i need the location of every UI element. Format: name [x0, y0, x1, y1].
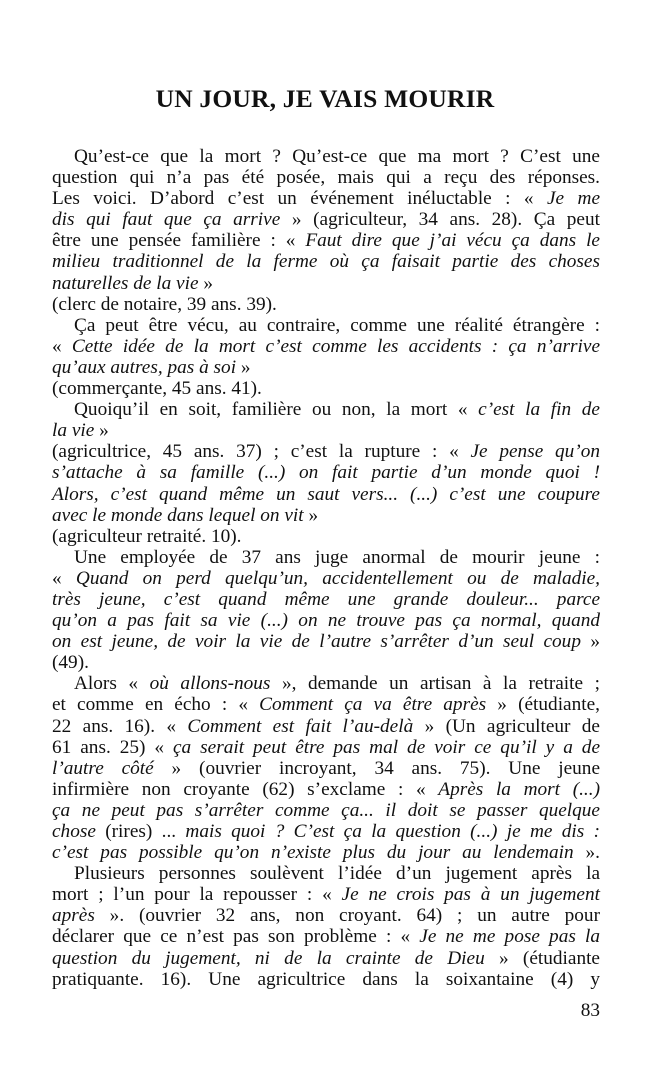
text-segment: (49).: [52, 652, 89, 674]
text-line: [52, 716, 600, 737]
text-line: [52, 948, 600, 969]
quote-segment: qu’on a pas fait sa vie (...) on ne trouve pas ça normal, quand: [52, 610, 600, 632]
text-segment: Ça peut être vécu, au contraire, comme une réalité étrangère :: [74, 314, 600, 336]
quote-segment: s’attache à sa famille (...) on fait partie d’un monde quoi !: [52, 462, 600, 484]
text-line: [52, 273, 600, 294]
quote-segment: Je pense qu’on: [470, 441, 601, 463]
text-line: [52, 441, 600, 462]
quote-segment: Comment ça va être après: [259, 694, 487, 716]
quote-segment: chose: [52, 821, 96, 842]
text-line: [52, 526, 600, 547]
text-segment: » (étudiante: [484, 947, 600, 969]
text-line: [52, 568, 600, 589]
text-line: [52, 209, 600, 230]
text-line: [52, 884, 600, 905]
text-line: [52, 905, 600, 926]
quote-segment: très jeune, c’est quand même une grande douleur... parce: [52, 588, 600, 610]
text-segment: «: [52, 335, 72, 357]
quote-segment: dis qui faut que ça arrive: [52, 209, 281, 231]
chapter-title: UN JOUR, JE VAIS MOURIR: [155, 84, 495, 113]
text-segment: Alors «: [74, 673, 150, 695]
text-segment: ».: [573, 842, 600, 864]
quote-segment: l’autre côté: [52, 757, 154, 779]
quote-segment: la vie: [52, 420, 95, 442]
text-line: [52, 758, 600, 779]
quote-segment: mais quoi ? C’est ça la question (...) je me dis :: [185, 821, 600, 842]
text-line: [52, 505, 600, 526]
text-segment: »: [198, 272, 213, 294]
text-line: [52, 737, 600, 758]
text-line: [52, 779, 600, 800]
text-line: [52, 863, 600, 884]
text-line: [52, 378, 600, 399]
text-line: [52, 462, 600, 483]
text-segment: «: [52, 567, 76, 589]
text-line: [52, 251, 600, 272]
text-segment: (agriculteur retraité. 10).: [52, 525, 242, 547]
text-segment: pratiquante. 16). Une agricultrice dans la soixantaine (4) y: [52, 968, 600, 990]
text-line: [52, 926, 600, 947]
quote-segment: Comment est fait l’au-delà: [187, 715, 414, 737]
text-line: [52, 230, 600, 251]
text-segment: (rires) ...: [95, 821, 186, 842]
quote-segment: qu’aux autres, pas à soi: [52, 356, 237, 378]
text-segment: Les voici. D’abord c’est un événement inéluctable : «: [52, 188, 547, 210]
quote-segment: c’est pas possible qu’on n’existe plus du jour au lendemain: [52, 842, 574, 864]
text-segment: Plusieurs personnes soulèvent l’idée d’un jugement après la: [74, 863, 600, 885]
text-segment: 61 ans. 25) «: [52, 736, 173, 758]
quote-segment: Je ne crois pas à un jugement: [341, 884, 600, 906]
text-line: [52, 800, 600, 821]
text-segment: Une employée de 37 ans juge anormal de mourir jeune :: [74, 546, 600, 568]
quote-segment: question du jugement, ni de la crainte de Dieu: [52, 947, 485, 969]
text-segment: 22 ans. 16). «: [52, 715, 188, 737]
quote-segment: avec le monde dans lequel on vit: [52, 504, 304, 526]
text-segment: » (étudiante,: [486, 694, 600, 716]
text-segment: et comme en écho : «: [52, 694, 260, 716]
text-line: [52, 336, 600, 357]
text-line: [52, 694, 600, 715]
text-segment: (agricultrice, 45 ans. 37) ; c’est la rupture : «: [52, 441, 471, 463]
text-line: [52, 484, 600, 505]
text-segment: ». (ouvrier 32 ans, non croyant. 64) ; un autre pour: [94, 905, 600, 927]
text-segment: » (ouvrier incroyant, 34 ans. 75). Une jeune: [153, 757, 600, 779]
text-line: [52, 969, 600, 990]
quote-segment: où allons-nous: [149, 673, 271, 695]
text-line: [52, 673, 600, 694]
text-segment: »: [303, 504, 319, 526]
text-segment: mort ; l’un pour la repousser : «: [52, 884, 342, 906]
body-text: [52, 146, 600, 990]
text-line: [52, 315, 600, 336]
quote-segment: ça serait peut être pas mal de voir ce qu’il y a de: [173, 736, 600, 758]
text-segment: être une pensée familière : «: [52, 230, 306, 252]
text-line: [52, 589, 600, 610]
text-line: [52, 842, 600, 863]
quote-segment: c’est la fin de: [478, 399, 600, 421]
quote-segment: milieu traditionnel de la ferme où ça faisait partie des choses: [52, 251, 600, 273]
text-segment: infirmière non croyante (62) s’exclame : «: [52, 778, 439, 800]
text-segment: »: [236, 356, 251, 378]
quote-segment: Je me: [546, 188, 600, 210]
quote-segment: Après la mort (...): [438, 778, 600, 800]
text-segment: »: [94, 420, 109, 442]
text-line: [52, 188, 600, 209]
quote-segment: Je ne me pose pas la: [419, 926, 600, 948]
text-line: [52, 357, 600, 378]
text-line: [52, 631, 600, 652]
text-segment: (commerçante, 45 ans. 41).: [52, 378, 262, 400]
page-number: 83: [580, 1000, 600, 1021]
text-segment: », demande un artisan à la retraite ;: [270, 673, 600, 695]
quote-segment: Cette idée de la mort c’est comme les accidents : ça n’arrive: [71, 335, 601, 357]
text-line: [52, 420, 600, 441]
text-segment: question qui n’a pas été posée, mais qui a reçu des réponses.: [52, 167, 600, 189]
text-segment: déclarer que ce n’est pas son problème : «: [52, 926, 420, 948]
text-line: [52, 652, 600, 673]
text-line: [52, 610, 600, 631]
quote-segment: ça ne peut pas s’arrêter comme ça... il doit se passer quelque: [52, 799, 600, 821]
quote-segment: on est jeune, de voir la vie de l’autre s’arrêter d’un seul coup: [52, 631, 581, 653]
quote-segment: naturelles de la vie: [52, 272, 199, 294]
text-segment: »: [580, 631, 600, 653]
text-line: [52, 399, 600, 420]
text-line: [52, 146, 600, 167]
quote-segment: Faut dire que j’ai vécu ça dans le: [305, 230, 600, 252]
text-segment: Qu’est-ce que la mort ? Qu’est-ce que ma mort ? C’est une: [74, 146, 600, 167]
text-line: [52, 821, 600, 842]
text-line: [52, 547, 600, 568]
quote-segment: après: [52, 905, 95, 927]
text-line: [52, 167, 600, 188]
quote-segment: Alors, c’est quand même un saut vers... (...) c’est une coupure: [52, 483, 600, 505]
text-segment: (clerc de notaire, 39 ans. 39).: [52, 293, 277, 315]
text-segment: » (Un agriculteur de: [413, 715, 600, 737]
quote-segment: Quand on perd quelqu’un, accidentellement ou de maladie,: [75, 567, 600, 589]
text-line: [52, 294, 600, 315]
text-segment: » (agriculteur, 34 ans. 28). Ça peut: [280, 209, 600, 231]
text-segment: Quoiqu’il en soit, familière ou non, la mort «: [74, 399, 479, 421]
